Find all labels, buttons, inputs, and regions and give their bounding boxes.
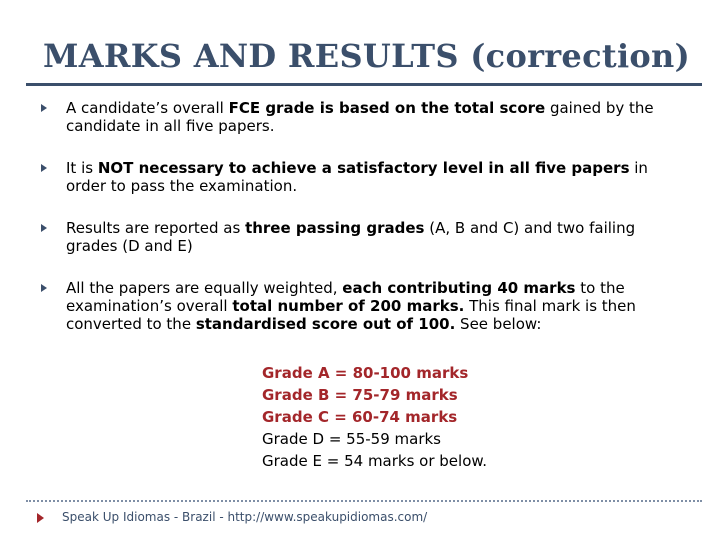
grade-item: Grade A = 80-100 marks bbox=[262, 364, 469, 382]
bullet-text: Results are reported as three passing grades (A, B and C) and two failing grades (D and E) bbox=[66, 219, 636, 255]
bullet-text: A candidate’s overall FCE grade is based on the total score gained by the candidate in all five papers. bbox=[66, 99, 654, 135]
grade-item: Grade C = 60-74 marks bbox=[262, 408, 458, 426]
triangle-bullet-icon bbox=[41, 104, 47, 112]
bullet-item bbox=[40, 219, 688, 255]
footer-text: Speak Up Idiomas - Brazil - http://www.speakupidiomas.com/ bbox=[62, 510, 428, 524]
grade-item: Grade E = 54 marks or below. bbox=[262, 452, 488, 470]
slide-title: MARKS AND RESULTS (correction) bbox=[43, 37, 691, 75]
bullet-item bbox=[40, 279, 688, 333]
title-underline bbox=[26, 83, 702, 86]
triangle-bullet-icon bbox=[41, 284, 47, 292]
grade-item: Grade D = 55-59 marks bbox=[262, 430, 441, 448]
footer-divider bbox=[26, 500, 702, 502]
bullet-list bbox=[40, 99, 688, 333]
triangle-bullet-icon bbox=[41, 224, 47, 232]
bullet-item bbox=[40, 159, 688, 195]
footer-arrow-icon bbox=[37, 513, 44, 523]
bullet-text: All the papers are equally weighted, each contributing 40 marks to the examination’s overall total number of 200 marks. This final mark is then converted to the standardised score out of 100. See below: bbox=[66, 279, 636, 333]
grade-scale-list bbox=[262, 362, 487, 472]
bullet-item bbox=[40, 99, 688, 135]
triangle-bullet-icon bbox=[41, 164, 47, 172]
bullet-text: It is NOT necessary to achieve a satisfactory level in all five papers in order to pass the examination. bbox=[66, 159, 648, 195]
grade-item: Grade B = 75-79 marks bbox=[262, 386, 458, 404]
